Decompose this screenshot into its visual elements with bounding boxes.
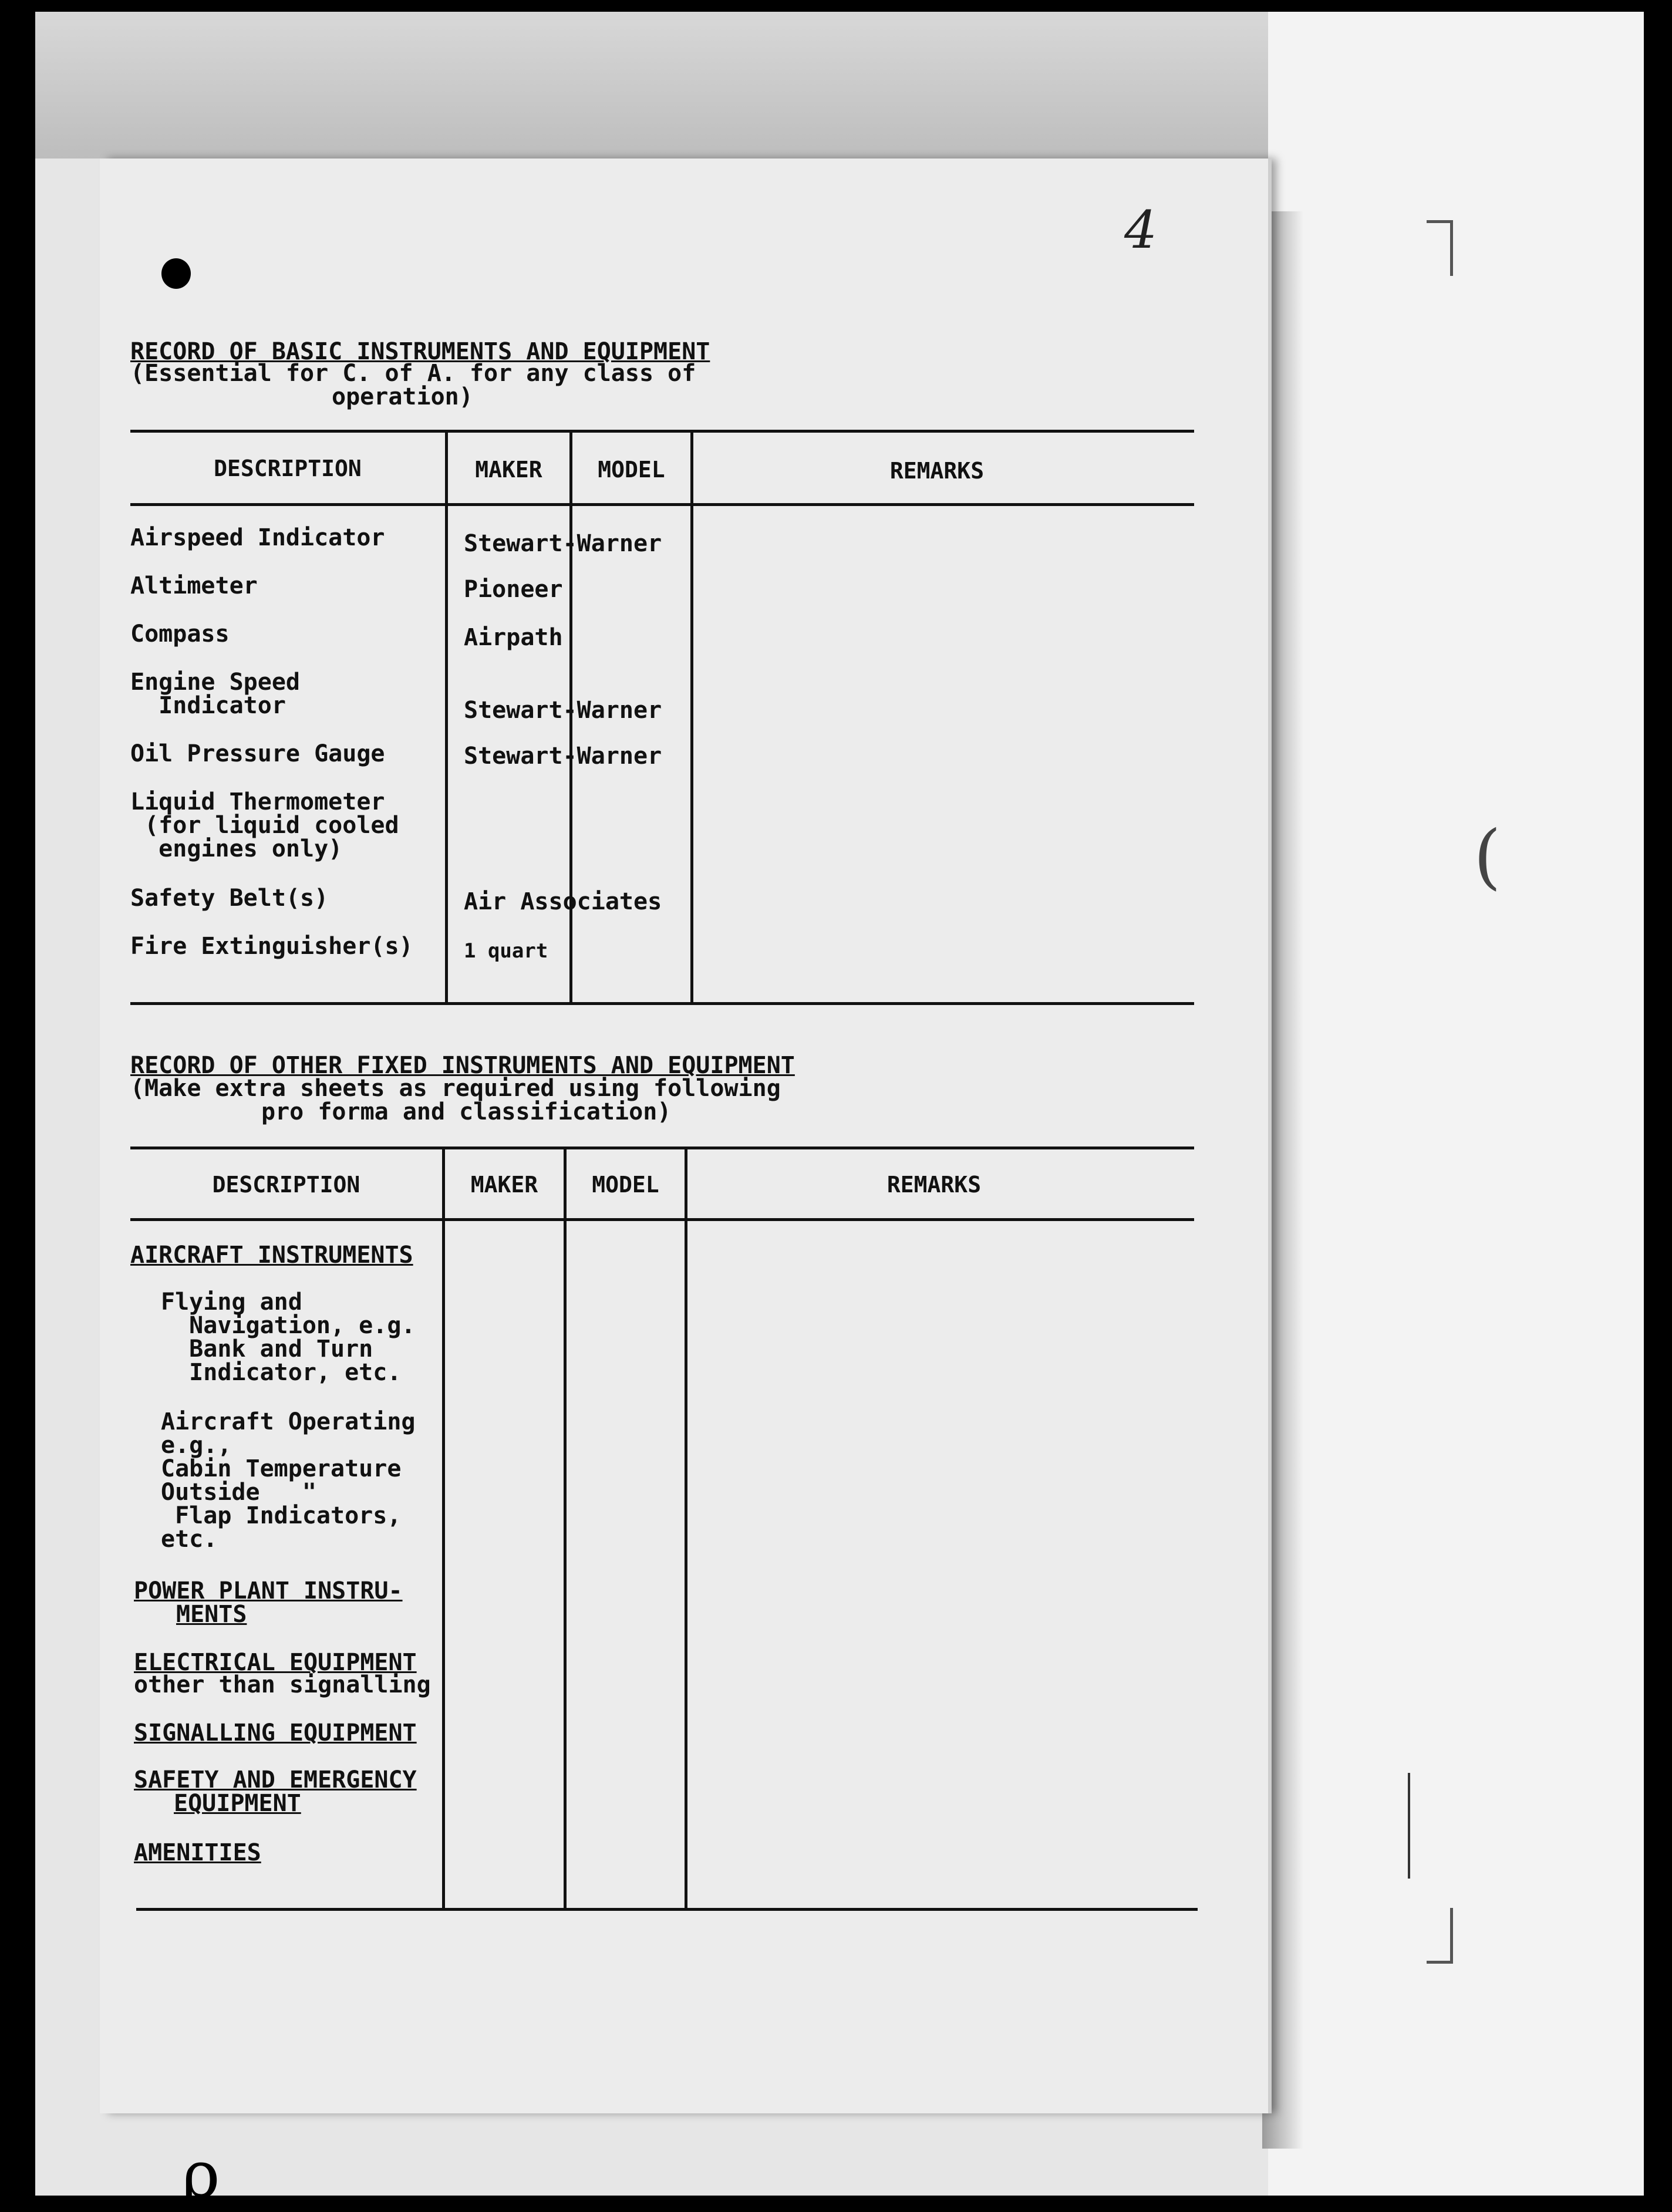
row-description: Compass xyxy=(130,621,230,648)
category-safety-emergency: SAFETY AND EMERGENCY xyxy=(134,1766,417,1793)
document-sheet xyxy=(100,159,1268,2113)
row-description: Altimeter xyxy=(130,572,258,599)
crop-mark-top xyxy=(1427,220,1453,276)
row-description: Safety Belt(s) xyxy=(130,885,329,912)
category-safety-emergency-2: EQUIPMENT xyxy=(174,1790,301,1817)
other-section-subtitle: (Make extra sheets as required using following xyxy=(130,1075,781,1102)
row-maker: Air Associates xyxy=(464,888,662,915)
row-description: Fire Extinguisher(s) xyxy=(130,933,413,960)
column-divider xyxy=(685,1147,687,1908)
category-electrical-2: other than signalling xyxy=(134,1671,431,1698)
row-description: Airspeed Indicator xyxy=(130,524,385,551)
backing-sheet xyxy=(1268,12,1644,2196)
sheet-shadow xyxy=(1262,211,1303,2149)
header-model: MODEL xyxy=(592,1172,659,1198)
category-power-plant: POWER PLANT INSTRU- xyxy=(134,1577,403,1604)
row-maker: Stewart-Warner xyxy=(464,697,662,724)
row-description: Engine Speed Indicator xyxy=(130,669,300,719)
row-maker: Stewart-Warner xyxy=(464,743,662,770)
header-maker: MAKER xyxy=(475,457,542,483)
table-top-rule xyxy=(130,1147,1194,1149)
row-maker: Stewart-Warner xyxy=(464,530,662,557)
header-model: MODEL xyxy=(598,457,665,483)
row-maker: 1 quart xyxy=(464,939,548,963)
category-signalling: SIGNALLING EQUIPMENT xyxy=(134,1719,417,1746)
category-aircraft-instruments: AIRCRAFT INSTRUMENTS xyxy=(130,1242,413,1269)
header-description: DESCRIPTION xyxy=(212,1172,360,1198)
table-bottom-rule xyxy=(130,1002,1194,1005)
header-remarks: REMARKS xyxy=(886,1172,982,1198)
other-section-subtitle-2: pro forma and classification) xyxy=(261,1098,672,1125)
page-number: 4 xyxy=(1124,200,1157,260)
table-header-rule xyxy=(130,1218,1194,1221)
header-maker: MAKER xyxy=(470,1172,538,1198)
crop-mark-bottom xyxy=(1427,1908,1453,1964)
row-description: Oil Pressure Gauge xyxy=(130,740,385,767)
basic-section-subtitle: (Essential for C. of A. for any class of xyxy=(130,360,696,387)
edge-mark: ρ xyxy=(182,2137,220,2212)
subcategory-aircraft-operating: Aircraft Operating e.g., Cabin Temperature Outside " Flap Indicators, etc. xyxy=(161,1408,416,1553)
other-section-title: RECORD OF OTHER FIXED INSTRUMENTS AND EQUIPMENT xyxy=(130,1052,795,1079)
header-description: DESCRIPTION xyxy=(214,456,362,481)
column-divider xyxy=(445,430,448,1005)
category-amenities: AMENITIES xyxy=(134,1839,261,1866)
table-header-rule xyxy=(130,503,1194,506)
bracket-mark: ( xyxy=(1474,816,1501,898)
header-remarks: REMARKS xyxy=(889,458,985,484)
row-maker: Pioneer xyxy=(464,576,563,603)
row-description: Liquid Thermometer (for liquid cooled engines only) xyxy=(130,788,399,862)
category-power-plant-2: MENTS xyxy=(176,1601,247,1628)
basic-section-title: RECORD OF BASIC INSTRUMENTS AND EQUIPMENT xyxy=(130,338,710,365)
table-bottom-rule xyxy=(136,1908,1198,1911)
row-maker: Airpath xyxy=(464,624,563,651)
column-divider xyxy=(564,1147,567,1908)
subcategory-flying-navigation: Flying and Navigation, e.g. Bank and Turn Indicator, etc. xyxy=(161,1289,416,1386)
category-electrical: ELECTRICAL EQUIPMENT xyxy=(134,1649,417,1676)
pencil-mark xyxy=(1408,1773,1410,1879)
table-top-rule xyxy=(130,430,1194,433)
folded-top-band xyxy=(35,12,1268,159)
punch-hole xyxy=(161,258,191,289)
basic-section-subtitle-2: operation) xyxy=(332,383,473,410)
